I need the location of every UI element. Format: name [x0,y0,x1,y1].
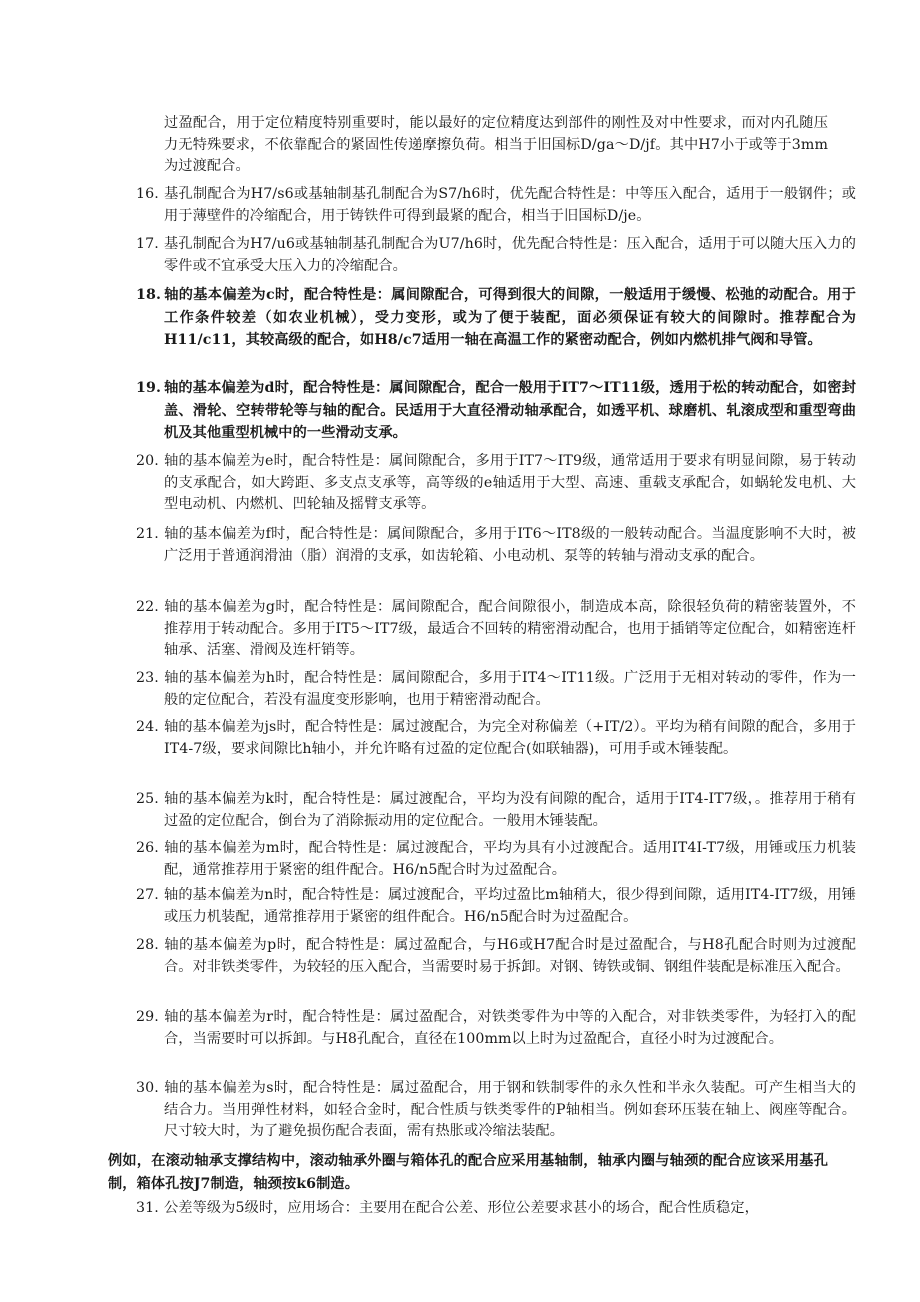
list-item-24 [136,717,856,760]
list-item-17 [136,234,856,277]
item-text: 轴的基本偏差为r时，配合特性是：属过盈配合，对铁类零件为中等的入配合，对非铁类零件，为轻打入的配合，当需要时可以拆卸。与H8孔配合，直径在100mm以上时为过盈配合，直径小时为过渡配合。 [164,1009,856,1047]
paragraph-text: 过盈配合，用于定位精度特别重要时，能以最好的定位精度达到部件的刚性及对中性要求，而对内孔随压力无特殊要求，不依靠配合的紧固性传递摩擦负荷。相当于旧国标D/ga～D/jf。其中H7小于或等于3mm为过渡配合。 [164,115,828,175]
list-item-30 [136,1078,856,1143]
item-number: 28. [136,937,159,953]
item-number: 16. [136,186,159,202]
item-text: 轴的基本偏差为e时，配合特性是：属间隙配合，多用于IT7～IT9级，通常适用于要求有明显间隙，易于转动的支承配合，如大跨距、多支点支承等，高等级的e轴适用于大型、高速、重载支承配合，如蜗轮发电机、大型电动机、内燃机、凹轮轴及摇臂支承等。 [164,453,856,513]
item-text: 轴的基本偏差为d时，配合特性是：属间隙配合，配合一般用于IT7～IT11级，透用于松的转动配合，如密封盖、滑轮、空转带轮等与轴的配合。民适用于大直径滑动轴承配合，如透平机、球磨机、轧滚成型和重型弯曲机及其他重型机械中的一些滑动支承。 [164,380,856,442]
list-item-31 [136,1198,856,1220]
list-item-25 [136,789,856,832]
list-item-26 [136,838,856,881]
item-number: 23. [136,670,159,686]
list-item-29 [136,1007,856,1050]
item-number: 21. [136,526,159,542]
item-text: 轴的基本偏差为h时，配合特性是：属间隙配合，多用于IT4～IT11级。广泛用于无相对转动的零件，作为一般的定位配合，若没有温度变形影响，也用于精密滑动配合。 [164,670,856,708]
item-number: 26. [136,840,159,856]
item-number: 30. [136,1080,159,1096]
item-number: 19. [136,380,161,396]
paragraph-text: 例如，在滚动轴承支撑结构中，滚动轴承外圈与箱体孔的配合应采用基轴制，轴承内圈与轴颈的配合应该采用基孔制，箱体孔按J7制造，轴颈按k6制造。 [108,1153,828,1192]
item-number: 25. [136,791,159,807]
list-item-20 [136,451,856,516]
list-item-27 [136,885,856,928]
item-text: 轴的基本偏差为js时，配合特性是：属过渡配合，为完全对称偏差（+IT/2）。平均为稍有间隙的配合，多用于IT4-7级，要求间隙比h轴小，并允许略有过盈的定位配合(如联轴器)，可用手或木锤装配。 [164,719,856,757]
item-text: 轴的基本偏差为n时，配合特性是：属过渡配合，平均过盈比m轴稍大，很少得到间隙，适用IT4-IT7级，用锤或压力机装配，通常推荐用于紧密的组件配合。H6/n5配合时为过盈配合。 [164,887,856,925]
item-number: 27. [136,887,159,903]
list-item-28 [136,935,856,978]
item-number: 17. [136,236,159,252]
list-item-18 [136,284,856,352]
item-text: 基孔制配合为H7/u6或基轴制基孔制配合为U7/h6时，优先配合特性是：压入配合，适用于可以随大压入力的零件或不宜承受大压入力的冷缩配合。 [164,236,856,274]
list-item-22 [136,597,856,662]
item-number: 31. [136,1200,159,1216]
item-text: 轴的基本偏差为c时，配合特性是：属间隙配合，可得到很大的间隙，一般适用于缓慢、松弛的动配合。用于工作条件较差（如农业机械），受力变形，或为了便于装配，面必须保证有较大的间隙时。推荐配合为H11/c11，其较高级的配合，如H8/c7适用一轴在高温工作的紧密动配合，例如内燃机排气阀和导管。 [164,287,856,349]
item-number: 29. [136,1009,159,1025]
item-text: 轴的基本偏差为f时，配合特性是：属间隙配合，多用于IT6～IT8级的一般转动配合。当温度影响不大时，被广泛用于普通润滑油（脂）润滑的支承，如齿轮箱、小电动机、泵等的转轴与滑动支承的配合。 [164,526,856,564]
item-text: 轴的基本偏差为p时，配合特性是：属过盈配合，与H6或H7配合时是过盈配合，与H8孔配合时则为过渡配合。对非铁类零件，为较轻的压入配合，当需要时易于拆卸。对钢、铸铁或铜、钢组件装配是标准压入配合。 [164,937,856,975]
item-text: 基孔制配合为H7/s6或基轴制基孔制配合为S7/h6时，优先配合特性是：中等压入配合，适用于一般钢件；或用于薄壁件的冷缩配合，用于铸铁件可得到最紧的配合，相当于旧国标D/je。 [164,186,856,224]
paragraph-continuation [164,113,828,178]
item-text: 轴的基本偏差为g时，配合特性是：属间隙配合，配合间隙很小，制造成本高，除很轻负荷的精密装置外，不推荐用于转动配合。多用于IT5～IT7级，最适合不回转的精密滑动配合，也用于插销等定位配合，如精密连杆轴承、活塞、滑阀及连杆销等。 [164,599,856,659]
list-item-19 [136,377,856,445]
list-item-23 [136,668,856,711]
item-number: 24. [136,719,159,735]
list-item-21 [136,524,856,567]
item-number: 22. [136,599,159,615]
item-text: 轴的基本偏差为k时，配合特性是：属过渡配合，平均为没有间隙的配合，适用于IT4-IT7级，。推荐用于稍有过盈的定位配合，倒台为了消除振动用的定位配合。一般用木锤装配。 [164,791,856,829]
list-item-16 [136,184,856,227]
item-text: 轴的基本偏差为s时，配合特性是：属过盈配合，用于钢和铁制零件的永久性和半永久装配。可产生相当大的结合力。当用弹性材料，如轻合金时，配合性质与铁类零件的P轴相当。例如套环压装在轴上、阀座等配合。尺寸较大时，为了避免损伤配合表面，需有热胀或冷缩法装配。 [164,1080,856,1140]
item-text: 轴的基本偏差为m时，配合特性是：属过渡配合，平均为具有小过渡配合。适用IT4I-T7级，用锤或压力机装配，通常推荐用于紧密的组件配合。H6/n5配合时为过盈配合。 [164,840,856,878]
item-number: 20. [136,453,159,469]
example-paragraph [108,1150,828,1195]
item-number: 18. [136,287,161,303]
item-text: 公差等级为5级时，应用场合：主要用在配合公差、形位公差要求甚小的场合，配合性质稳定， [164,1200,759,1216]
